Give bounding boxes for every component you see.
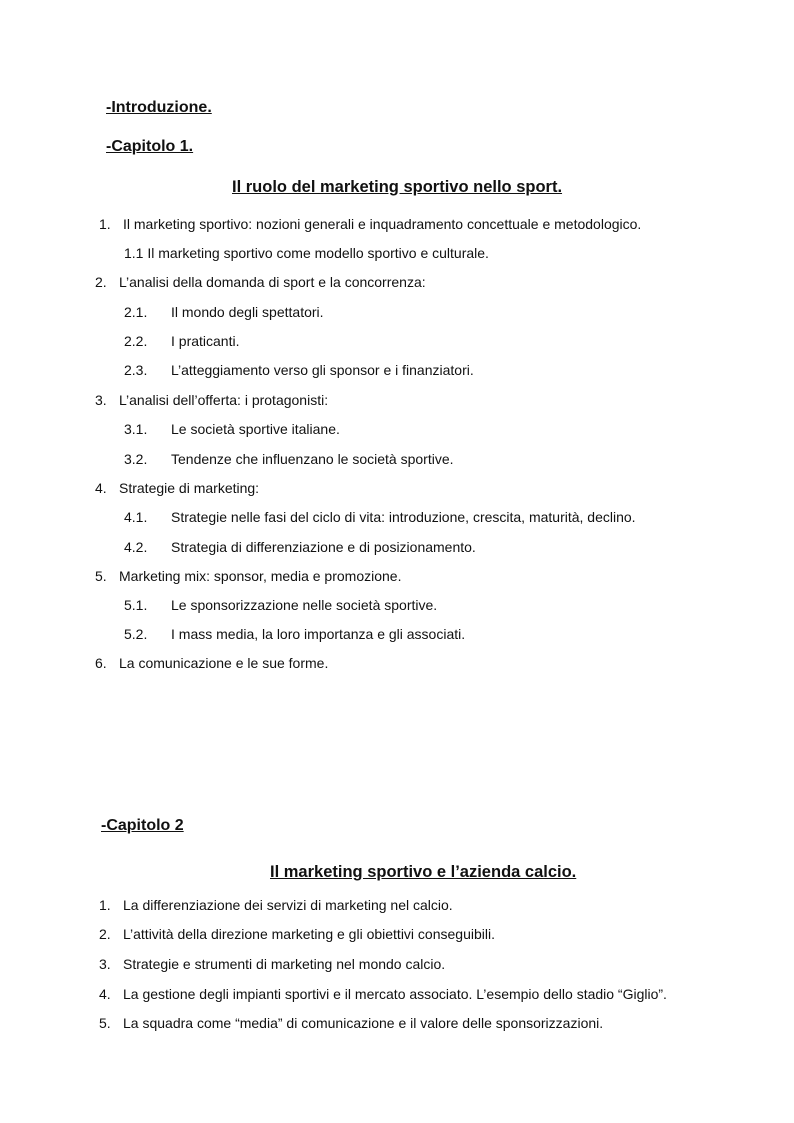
item-text: L’analisi dell’offerta: i protagonisti: xyxy=(119,392,329,408)
item-text: I mass media, la loro importanza e gli associati. xyxy=(171,626,466,642)
item-number: 5.2. xyxy=(124,626,148,642)
item-text: La gestione degli impianti sportivi e il mercato associato. L’esempio dello stadio “Giglio”. xyxy=(123,986,667,1002)
item-number: 4.1. xyxy=(124,509,148,525)
item-number: 1. xyxy=(99,897,111,913)
item-number: 3. xyxy=(99,956,111,972)
item-text: Strategia di differenziazione e di posizionamento. xyxy=(171,539,476,555)
item-number: 6. xyxy=(95,655,107,671)
item-number: 5.1. xyxy=(124,597,148,613)
item-text: Il marketing sportivo: nozioni generali e inquadramento concettuale e metodologico. xyxy=(123,216,642,232)
item-text: 1.1 Il marketing sportivo come modello sportivo e culturale. xyxy=(124,245,489,261)
item-number: 3.1. xyxy=(124,421,148,437)
item-text: I praticanti. xyxy=(171,333,240,349)
item-text: Le sponsorizzazione nelle società sportive. xyxy=(171,597,438,613)
chapter2-title: Il marketing sportivo e l’azienda calcio. xyxy=(270,863,577,881)
item-text: La squadra come “media” di comunicazione e il valore delle sponsorizzazioni. xyxy=(123,1015,604,1031)
chapter2-heading: -Capitolo 2 xyxy=(101,817,184,834)
item-text: L’atteggiamento verso gli sponsor e i finanziatori. xyxy=(171,362,474,378)
item-number: 4. xyxy=(99,986,111,1002)
chapter1-heading: -Capitolo 1. xyxy=(106,138,194,155)
intro-heading: -Introduzione. xyxy=(106,99,212,116)
item-text: Tendenze che influenzano le società sportive. xyxy=(171,451,454,467)
item-text: L’analisi della domanda di sport e la concorrenza: xyxy=(119,274,426,290)
item-number: 1. xyxy=(99,216,111,232)
item-text: Le società sportive italiane. xyxy=(171,421,340,437)
item-text: L’attività della direzione marketing e gli obiettivi conseguibili. xyxy=(123,926,495,942)
item-number: 2.2. xyxy=(124,333,148,349)
item-number: 2.1. xyxy=(124,304,148,320)
item-text: La differenziazione dei servizi di marketing nel calcio. xyxy=(123,897,453,913)
chapter1-title: Il ruolo del marketing sportivo nello sport. xyxy=(232,178,563,196)
item-number: 4. xyxy=(95,480,107,496)
item-text: Strategie di marketing: xyxy=(119,480,260,496)
item-number: 2. xyxy=(95,274,107,290)
item-text: Marketing mix: sponsor, media e promozione. xyxy=(119,568,402,584)
item-text: Strategie e strumenti di marketing nel mondo calcio. xyxy=(123,956,446,972)
item-text: La comunicazione e le sue forme. xyxy=(119,655,329,671)
item-number: 2. xyxy=(99,926,111,942)
item-number: 5. xyxy=(95,568,107,584)
item-number: 3. xyxy=(95,392,107,408)
item-number: 3.2. xyxy=(124,451,148,467)
item-number: 5. xyxy=(99,1015,111,1031)
item-text: Strategie nelle fasi del ciclo di vita: introduzione, crescita, maturità, declino. xyxy=(171,509,636,525)
item-number: 4.2. xyxy=(124,539,148,555)
item-number: 2.3. xyxy=(124,362,148,378)
item-text: Il mondo degli spettatori. xyxy=(171,304,324,320)
